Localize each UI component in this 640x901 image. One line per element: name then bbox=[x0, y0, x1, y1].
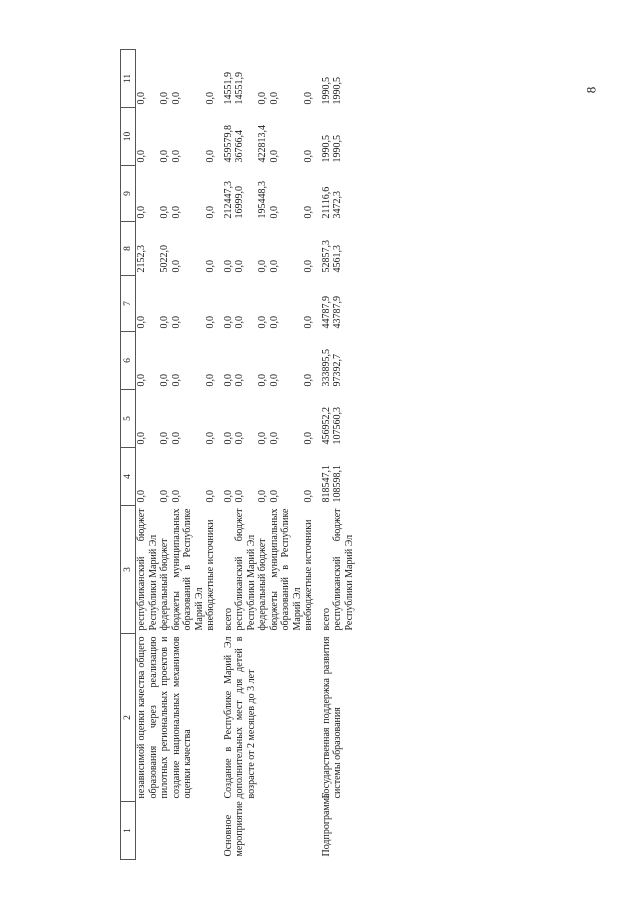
value-cell: 16999,0 bbox=[234, 186, 245, 219]
value-cell: 818547,1 bbox=[320, 465, 332, 503]
funding-source-cell: всего bbox=[222, 607, 234, 631]
value-cell: 1990,5 bbox=[320, 135, 332, 163]
value-cell: 0,0 bbox=[257, 316, 268, 329]
funding-source-cell: федеральный бюджет bbox=[257, 538, 268, 631]
funding-source-cell: всего bbox=[320, 607, 332, 631]
value-cell: 0,0 bbox=[159, 432, 170, 445]
row-type-cell bbox=[136, 802, 217, 860]
value-cell: 459579,8 bbox=[222, 125, 234, 163]
value-cell: 0,0 bbox=[205, 92, 216, 105]
value-cell: 0,0 bbox=[136, 490, 147, 503]
column-header: 10 bbox=[121, 108, 136, 166]
value-cell: 0,0 bbox=[170, 316, 182, 329]
value-cell: 0,0 bbox=[159, 206, 170, 219]
value-cell: 1990,5 bbox=[332, 77, 343, 105]
funding-source-cell: бюджеты муниципальных образований в Республике Марий Эл bbox=[170, 508, 205, 631]
funding-source-cell: республиканский бюджет Республики Марий Эл bbox=[136, 508, 159, 631]
value-cell: 0,0 bbox=[205, 150, 216, 163]
value-cell: 0,0 bbox=[234, 374, 245, 387]
value-cell: 0,0 bbox=[159, 374, 170, 387]
value-cell: 0,0 bbox=[136, 92, 147, 105]
value-cell: 0,0 bbox=[170, 432, 182, 445]
value-cell: 108598,1 bbox=[332, 465, 343, 503]
value-cell: 0,0 bbox=[136, 316, 147, 329]
value-cell: 0,0 bbox=[222, 432, 234, 445]
column-header: 5 bbox=[121, 390, 136, 448]
value-cell: 333895,5 bbox=[320, 349, 332, 387]
funding-source-cell: федеральный бюджет bbox=[159, 538, 170, 631]
value-cell: 0,0 bbox=[257, 260, 268, 273]
value-cell: 0,0 bbox=[257, 432, 268, 445]
column-header: 2 bbox=[121, 634, 136, 802]
value-cell: 0,0 bbox=[222, 316, 234, 329]
funding-source-cell: республиканский бюджет Республики Марий Эл bbox=[234, 508, 257, 631]
value-cell: 0,0 bbox=[268, 374, 280, 387]
value-cell: 0,0 bbox=[268, 432, 280, 445]
value-cell: 0,0 bbox=[170, 260, 182, 273]
value-cell: 0,0 bbox=[303, 490, 314, 503]
value-cell: 0,0 bbox=[268, 92, 280, 105]
value-cell: 0,0 bbox=[234, 490, 245, 503]
row-name-cell: Государственная поддержка развития системы образования bbox=[320, 636, 343, 799]
column-header: 8 bbox=[121, 222, 136, 276]
value-cell: 14551,9 bbox=[234, 72, 245, 105]
value-cell: 0,0 bbox=[136, 150, 147, 163]
value-cell: 0,0 bbox=[170, 374, 182, 387]
rotated-table-container bbox=[120, 50, 630, 860]
value-cell: 14551,9 bbox=[222, 72, 234, 105]
value-cell: 0,0 bbox=[268, 150, 280, 163]
funding-source-cell: бюджеты муниципальных образований в Республике Марий Эл bbox=[268, 508, 303, 631]
funding-source-cell: внебюджетные источники bbox=[303, 519, 314, 631]
value-cell: 0,0 bbox=[303, 432, 314, 445]
value-cell: 0,0 bbox=[268, 316, 280, 329]
value-cell: 0,0 bbox=[205, 490, 216, 503]
value-cell: 0,0 bbox=[303, 92, 314, 105]
table-row bbox=[136, 50, 160, 860]
value-cell: 0,0 bbox=[170, 150, 182, 163]
header-row bbox=[121, 50, 136, 860]
value-cell: 1990,5 bbox=[320, 77, 332, 105]
column-header: 9 bbox=[121, 166, 136, 222]
value-cell: 3472,3 bbox=[332, 191, 343, 219]
column-header: 7 bbox=[121, 276, 136, 332]
value-cell: 0,0 bbox=[159, 150, 170, 163]
value-cell: 44787,9 bbox=[320, 296, 332, 329]
value-cell: 5022,0 bbox=[159, 245, 170, 273]
value-cell: 0,0 bbox=[205, 316, 216, 329]
value-cell: 97392,7 bbox=[332, 354, 343, 387]
value-cell: 422813,4 bbox=[257, 125, 268, 163]
value-cell: 0,0 bbox=[205, 374, 216, 387]
column-header: 6 bbox=[121, 332, 136, 390]
value-cell: 0,0 bbox=[159, 92, 170, 105]
value-cell: 0,0 bbox=[234, 260, 245, 273]
value-cell: 0,0 bbox=[136, 432, 147, 445]
column-header: 11 bbox=[121, 50, 136, 108]
value-cell: 212447,3 bbox=[222, 181, 234, 219]
row-name-cell: независимой оценки качества общего образования через реализацию пилотных региональных проектов и создание национальных механизмов оценки качества bbox=[136, 636, 193, 799]
value-cell: 0,0 bbox=[222, 260, 234, 273]
value-cell: 107560,3 bbox=[332, 407, 343, 445]
value-cell: 0,0 bbox=[136, 374, 147, 387]
value-cell: 0,0 bbox=[268, 206, 280, 219]
value-cell: 0,0 bbox=[136, 206, 147, 219]
row-type-cell: Основное мероприятие bbox=[222, 801, 245, 857]
value-cell: 0,0 bbox=[268, 260, 280, 273]
value-cell: 0,0 bbox=[205, 206, 216, 219]
row-type-cell: Подпрограмма bbox=[320, 793, 332, 857]
table-row bbox=[315, 50, 333, 860]
table-row bbox=[217, 50, 235, 860]
value-cell: 0,0 bbox=[234, 316, 245, 329]
value-cell: 0,0 bbox=[222, 374, 234, 387]
value-cell: 0,0 bbox=[303, 374, 314, 387]
value-cell: 43787,9 bbox=[332, 296, 343, 329]
value-cell: 0,0 bbox=[303, 206, 314, 219]
budget-table bbox=[120, 49, 355, 860]
value-cell: 0,0 bbox=[303, 150, 314, 163]
value-cell: 0,0 bbox=[234, 432, 245, 445]
column-header: 1 bbox=[121, 802, 136, 860]
value-cell: 21116,6 bbox=[320, 186, 332, 219]
value-cell: 195448,3 bbox=[257, 181, 268, 219]
value-cell: 4561,3 bbox=[332, 245, 343, 273]
value-cell: 0,0 bbox=[170, 490, 182, 503]
value-cell: 0,0 bbox=[303, 316, 314, 329]
value-cell: 0,0 bbox=[257, 490, 268, 503]
value-cell: 52857,3 bbox=[320, 240, 332, 273]
value-cell: 2152,3 bbox=[136, 245, 147, 273]
row-name-cell: Создание в Республике Марий Эл дополнительных мест для детей в возрасте от 2 месяцев до 3 лет bbox=[222, 636, 257, 799]
value-cell: 0,0 bbox=[222, 490, 234, 503]
value-cell: 0,0 bbox=[205, 432, 216, 445]
column-header: 3 bbox=[121, 506, 136, 634]
value-cell: 0,0 bbox=[170, 206, 182, 219]
page-number: 8 bbox=[583, 86, 599, 94]
value-cell: 0,0 bbox=[170, 92, 182, 105]
funding-source-cell: республиканский бюджет Республики Марий Эл bbox=[332, 508, 355, 631]
value-cell: 0,0 bbox=[159, 490, 170, 503]
value-cell: 0,0 bbox=[159, 316, 170, 329]
value-cell: 36766,4 bbox=[234, 130, 245, 163]
value-cell: 0,0 bbox=[268, 490, 280, 503]
table-body bbox=[136, 50, 356, 860]
funding-source-cell: внебюджетные источники bbox=[205, 519, 216, 631]
value-cell: 0,0 bbox=[303, 260, 314, 273]
value-cell: 0,0 bbox=[257, 92, 268, 105]
column-header: 4 bbox=[121, 448, 136, 506]
value-cell: 1990,5 bbox=[332, 135, 343, 163]
value-cell: 0,0 bbox=[205, 260, 216, 273]
value-cell: 456952,2 bbox=[320, 407, 332, 445]
value-cell: 0,0 bbox=[257, 374, 268, 387]
